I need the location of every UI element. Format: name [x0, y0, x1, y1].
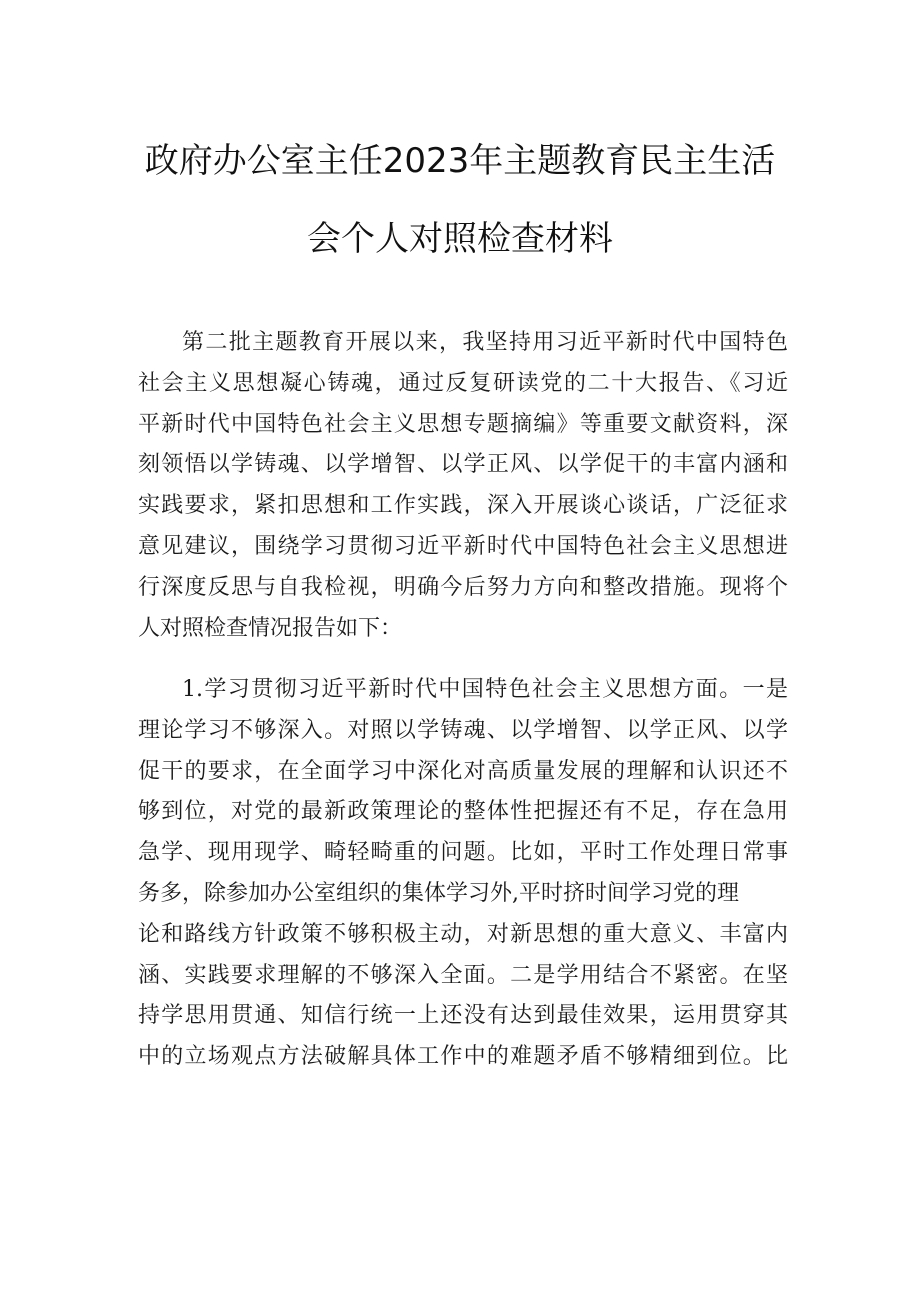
paragraph-line: 社会主义思想凝心铸魂，通过反复研读党的二十大报告、《习近: [138, 370, 788, 396]
document-title-line-2: 会个人对照检查材料: [307, 219, 613, 259]
paragraph-line: 1.学习贯彻习近平新时代中国特色社会主义思想方面。一是: [182, 677, 788, 702]
paragraph-line: 务多，除参加办公室组织的集体学习外,平时挤时间学习党的理: [138, 880, 739, 906]
paragraph-line: 行深度反思与自我检视，明确今后努力方向和整改措施。现将个: [138, 574, 788, 600]
paragraph-line: 平新时代中国特色社会主义思想专题摘编》等重要文献资料，深: [138, 411, 788, 437]
paragraph-line: 人对照检查情况报告如下：: [138, 615, 403, 641]
paragraph-line: 意见建议，围绕学习贯彻习近平新时代中国特色社会主义思想进: [138, 533, 788, 559]
paragraph-line: 实践要求，紧扣思想和工作实践，深入开展谈心谈话，广泛征求: [138, 493, 788, 519]
paragraph-line: 第二批主题教育开展以来，我坚持用习近平新时代中国特色: [182, 330, 788, 355]
paragraph-line: 论和路线方针政策不够积极主动，对新思想的重大意义、丰富内: [138, 921, 788, 947]
paragraph-line: 理论学习不够深入。对照以学铸魂、以学增智、以学正风、以学: [138, 717, 788, 743]
paragraph-intro: [138, 323, 788, 649]
paragraph-line: 够到位，对党的最新政策理论的整体性把握还有不足，存在急用: [138, 799, 788, 825]
paragraph-line: 持学思用贯通、知信行统一上还没有达到最佳效果，运用贯穿其: [138, 1003, 788, 1029]
paragraph-section-1: [138, 670, 788, 1078]
document-title-line-1: 政府办公室主任2023年主题教育民主生活: [144, 141, 776, 181]
paragraph-line: 急学、现用现学、畸轻畸重的问题。比如，平时工作处理日常事: [138, 840, 788, 866]
paragraph-line: 促干的要求，在全面学习中深化对高质量发展的理解和认识还不: [138, 758, 788, 784]
paragraph-line: 涵、实践要求理解的不够深入全面。二是学用结合不紧密。在坚: [138, 962, 788, 988]
paragraph-line: 中的立场观点方法破解具体工作中的难题矛盾不够精细到位。比: [138, 1044, 788, 1070]
paragraph-line: 刻领悟以学铸魂、以学增智、以学正风、以学促干的丰富内涵和: [138, 452, 788, 478]
